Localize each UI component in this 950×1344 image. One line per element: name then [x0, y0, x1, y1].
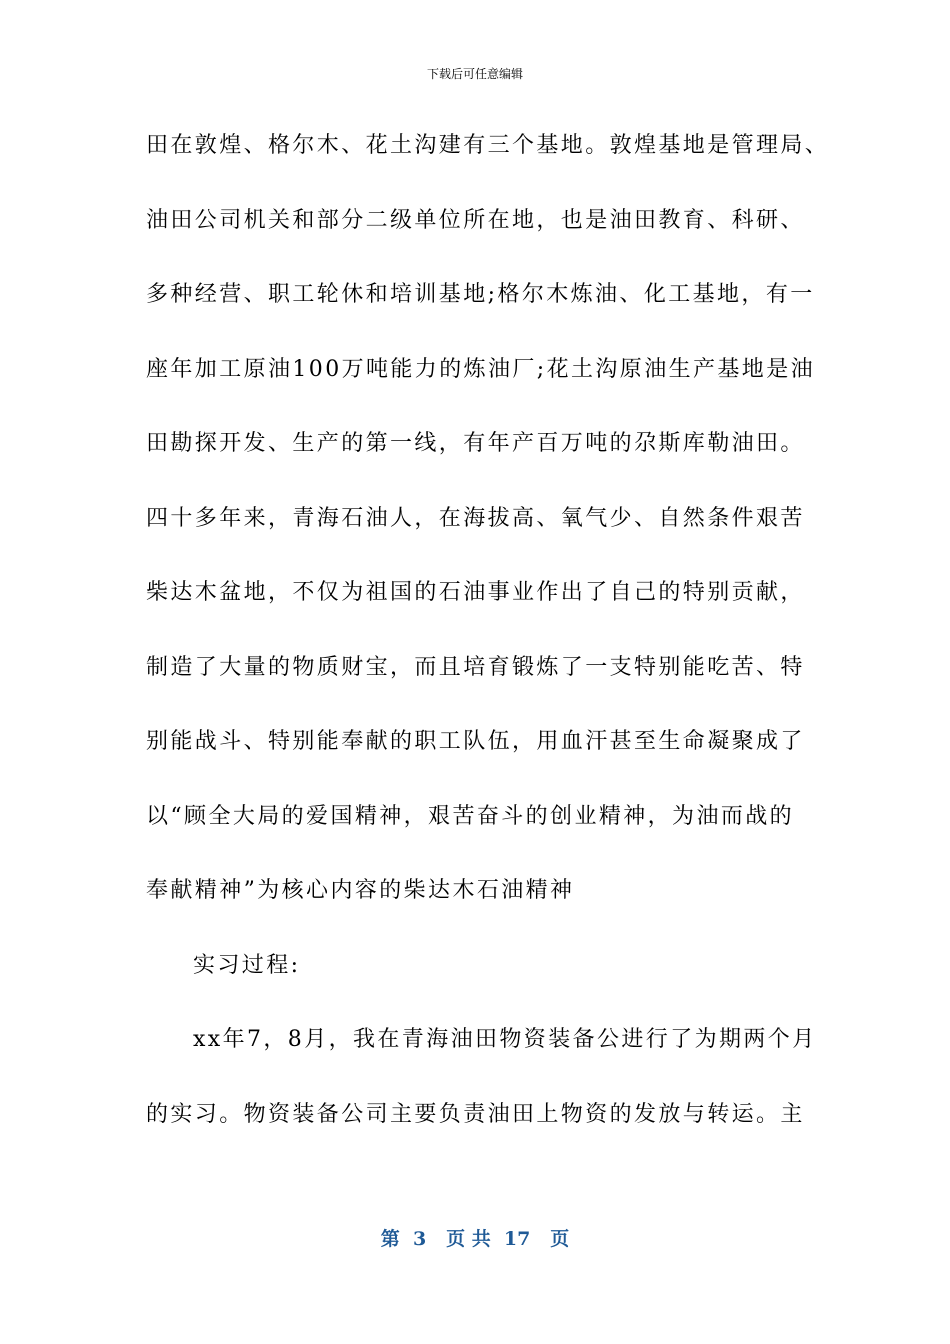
text-line: xx年7，8月，我在青海油田物资装备公进行了为期两个月: [193, 1027, 817, 1052]
text-line: 柴达木盆地，不仅为祖国的石油事业作出了自己的特别贡献，: [146, 580, 805, 605]
page-number-footer: 第 3 页 共 17 页: [380, 1228, 570, 1250]
text-line: 制造了大量的物质财宝，而且培育锻炼了一支特别能吃苦、特: [146, 654, 805, 680]
text-line: 油田公司机关和部分二级单位所在地，也是油田教育、科研、: [146, 207, 805, 233]
text-line: 的实习。物资装备公司主要负责油田上物资的发放与转运。主: [146, 1101, 805, 1127]
document-body: [146, 124, 830, 1167]
text-line: 多种经营、职工轮休和培训基地;格尔木炼油、化工基地，有一: [146, 282, 815, 307]
text-line: 田在敦煌、格尔木、花土沟建有三个基地。敦煌基地是管理局、: [146, 133, 830, 158]
text-line: 座年加工原油100万吨能力的炼油厂;花土沟原油生产基地是油: [146, 356, 816, 382]
text-line: 四十多年来，青海石油人，在海拔高、氧气少、自然条件艰苦: [146, 505, 805, 531]
page-header: 下载后可任意编辑: [426, 67, 523, 81]
section-heading: 实习过程:: [193, 952, 301, 978]
text-line: 别能战斗、特别能奉献的职工队伍，用血汗甚至生命凝聚成了: [146, 729, 805, 754]
text-line: 以“顾全大局的爱国精神，艰苦奋斗的创业精神，为油而战的: [146, 803, 795, 829]
text-line: 田勘探开发、生产的第一线，有年产百万吨的尕斯库勒油田。: [146, 431, 805, 456]
text-line: 奉献精神”为核心内容的柴达木石油精神: [146, 878, 575, 903]
